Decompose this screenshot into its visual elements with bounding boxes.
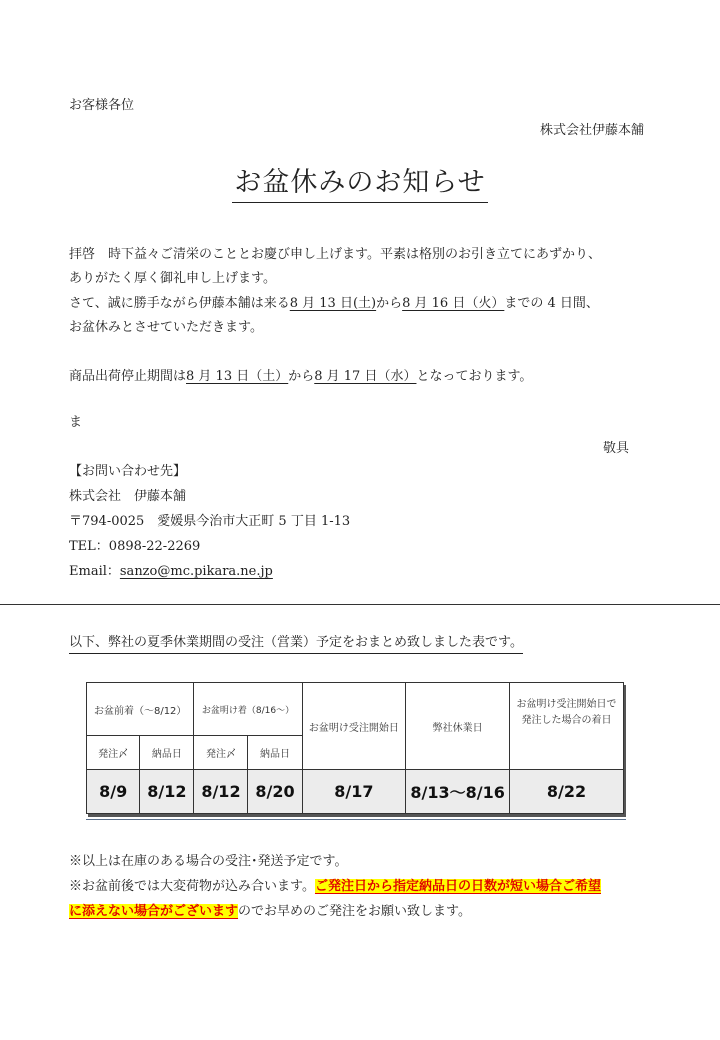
contact-tel: TEL：0898-22-2269 xyxy=(69,539,201,554)
recipient: お客様各位 xyxy=(69,98,135,113)
highlight-warning-2: に添えない場合がございます xyxy=(69,904,239,919)
schedule-table xyxy=(86,682,624,814)
shipping-stop-line: 商品出荷停止期間は8 月 13 日（土）から8 月 17 日（水）となっております。 xyxy=(69,369,533,384)
cell-delivery-date-2: 8/20 xyxy=(248,770,302,814)
note-busy-line-1: ※お盆前後では大変荷物が込み合います。ご発注日から指定納品日の日数が短い場合ご希望 xyxy=(69,879,601,894)
sender-company: 株式会社伊藤本舗 xyxy=(539,123,644,138)
header-order-restart: お盆明け受注開始日 xyxy=(302,683,406,770)
header-holidays: 弊社休業日 xyxy=(406,683,510,770)
contact-heading: 【お問い合わせ先】 xyxy=(69,464,187,479)
contact-email-line: Email：sanzo@mc.pikara.ne.jp xyxy=(69,564,273,579)
cell-order-restart: 8/17 xyxy=(302,770,406,814)
holiday-period-line: さて、誠に勝手ながら伊藤本舗は来る8 月 13 日(土)から8 月 16 日（火）までの 4 日間、 xyxy=(69,296,599,311)
table-underline xyxy=(86,819,626,820)
cell-arrival-date: 8/22 xyxy=(509,770,623,814)
subheader-delivery-date: 納品日 xyxy=(140,736,194,770)
highlight-warning-1: ご発注日から指定納品日の日数が短い場合ご希望 xyxy=(314,879,601,894)
contact-company: 株式会社 伊藤本舗 xyxy=(69,489,187,504)
greeting-line-2: ありがたく厚く御礼申し上げます。 xyxy=(69,271,276,286)
header-after-obon: お盆明け着（8/16～） xyxy=(194,683,302,736)
table-intro: 以下、弊社の夏季休業期間の受注（営業）予定をおまとめ致しました表です。 xyxy=(69,634,523,654)
holiday-start-date: 8 月 13 日(土) xyxy=(289,296,377,311)
shipping-stop-end: 8 月 17 日（水） xyxy=(314,369,417,384)
page-title: お盆休みのお知らせ xyxy=(0,160,720,199)
header-before-obon: お盆前着（～8/12） xyxy=(87,683,194,736)
holiday-end-date: 8 月 16 日（火） xyxy=(402,296,505,311)
closing-word: 敬具 xyxy=(603,441,630,456)
cell-holidays: 8/13～8/16 xyxy=(406,770,510,814)
subheader-order-deadline-2: 発注〆 xyxy=(194,736,248,770)
contact-address: 〒794-0025 愛媛県今治市大正町 5 丁目 1-13 xyxy=(69,514,351,529)
note-busy-line-2: に添えない場合がございますのでお早めのご発注をお願い致します。 xyxy=(69,904,471,919)
shipping-stop-start: 8 月 13 日（土） xyxy=(186,369,289,384)
table-row xyxy=(87,770,624,814)
section-divider xyxy=(0,604,720,605)
subheader-delivery-date-2: 納品日 xyxy=(248,736,302,770)
subheader-order-deadline: 発注〆 xyxy=(87,736,140,770)
cell-order-deadline: 8/9 xyxy=(87,770,140,814)
cell-delivery-date: 8/12 xyxy=(140,770,194,814)
cell-order-deadline-2: 8/12 xyxy=(194,770,248,814)
note-stock: ※以上は在庫のある場合の受注･発送予定です。 xyxy=(69,854,348,869)
header-arrival-date: お盆明け受注開始日で発注した場合の着日 xyxy=(509,683,623,770)
email-link[interactable]: sanzo@mc.pikara.ne.jp xyxy=(119,564,273,579)
stray-character: ま xyxy=(69,415,83,430)
greeting-line-1: 拝啓 時下益々ご清栄のこととお慶び申し上げます。平素は格別のお引き立てにあずかり、 xyxy=(69,247,601,262)
holiday-line-2: お盆休みとさせていただきます。 xyxy=(69,320,263,335)
